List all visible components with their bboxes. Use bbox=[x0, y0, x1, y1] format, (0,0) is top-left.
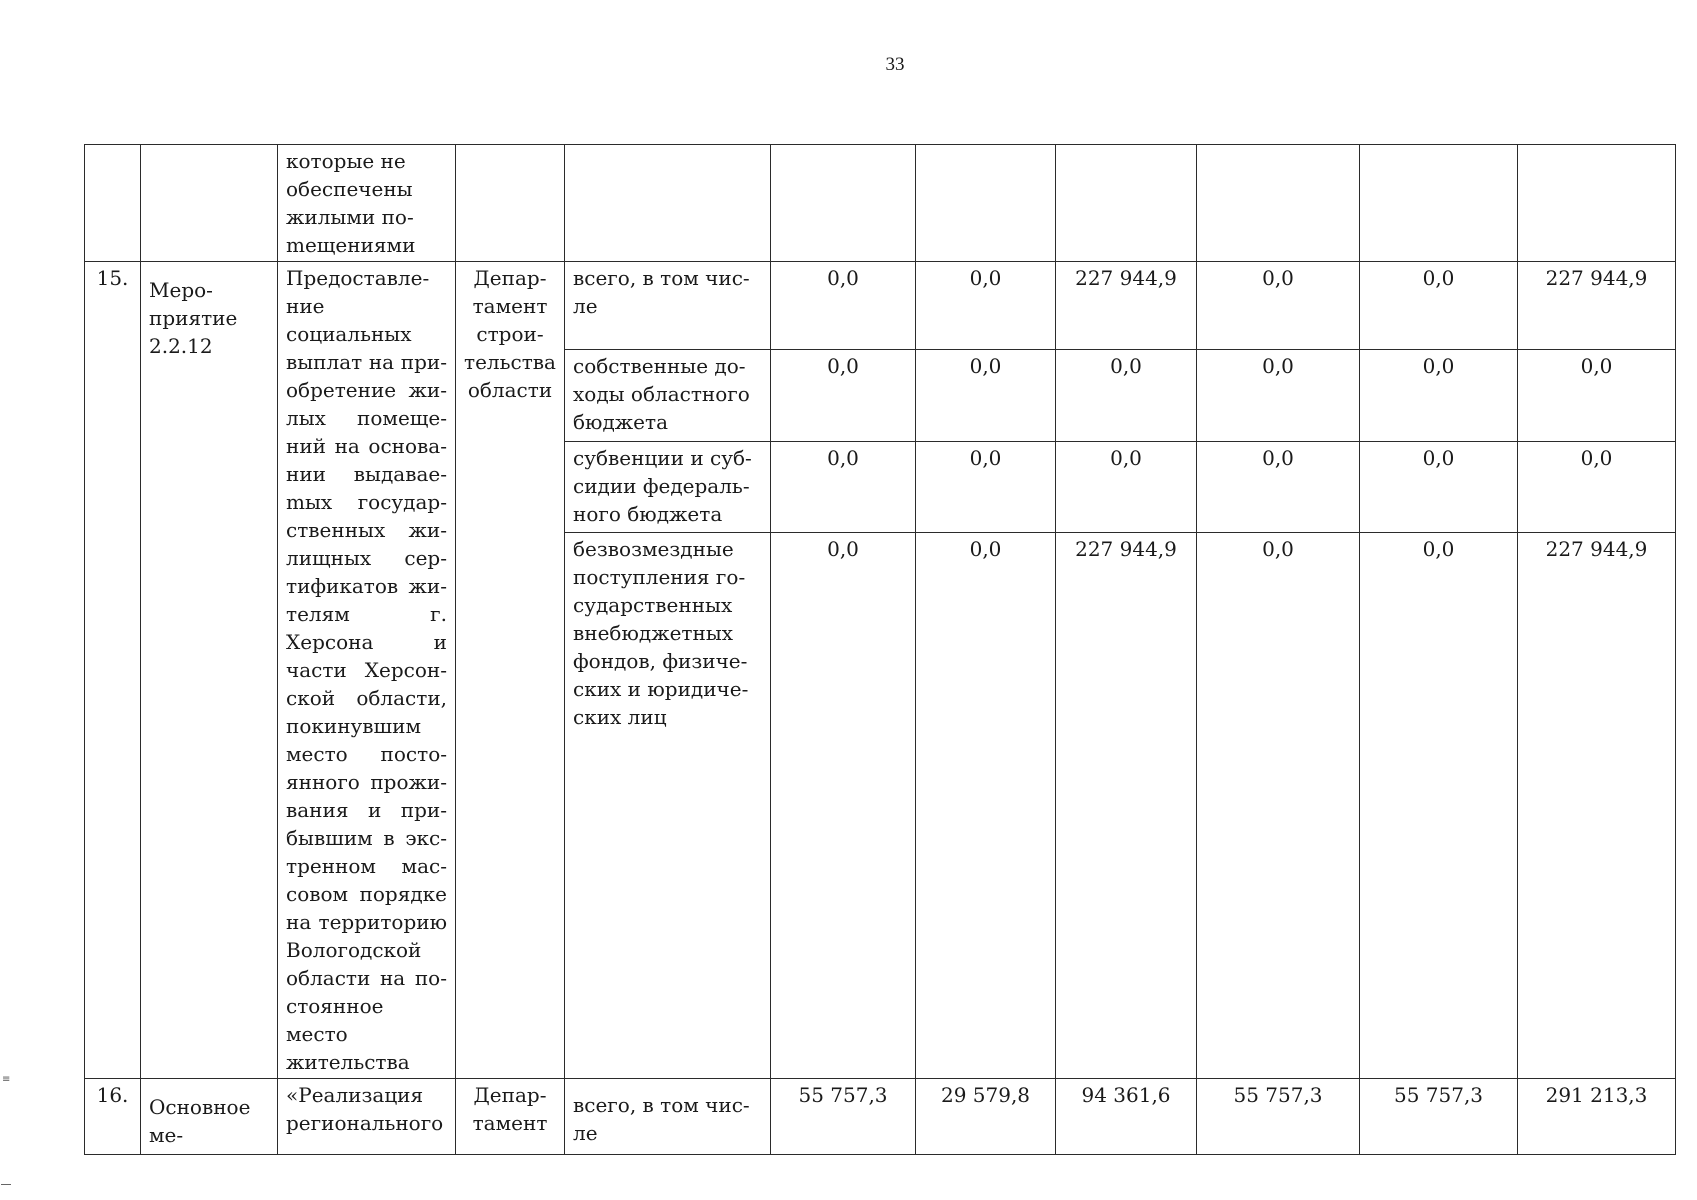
value-cell: 227 944,9 bbox=[1518, 532, 1676, 1078]
value-cell: 0,0 bbox=[771, 262, 916, 350]
cell-index bbox=[85, 145, 141, 262]
value-cell: 227 944,9 bbox=[1056, 262, 1197, 350]
value-cell: 0,0 bbox=[1518, 441, 1676, 532]
value-cell: 0,0 bbox=[1360, 532, 1518, 1078]
source-label: всего, в том числе bbox=[565, 262, 771, 350]
value-cell: 227 944,9 bbox=[1056, 532, 1197, 1078]
cell-type bbox=[141, 145, 278, 262]
value-cell: 94 361,6 bbox=[1056, 1079, 1197, 1155]
value-cell: 0,0 bbox=[1360, 262, 1518, 350]
cell-value bbox=[771, 145, 916, 262]
row-16-index: 16. bbox=[85, 1079, 141, 1155]
cell-source bbox=[565, 145, 771, 262]
value-cell: 0,0 bbox=[1360, 441, 1518, 532]
value-cell: 0,0 bbox=[771, 532, 916, 1078]
value-cell: 0,0 bbox=[916, 441, 1056, 532]
row-15-executor: Департамент строительства области bbox=[456, 262, 565, 1079]
cell-value bbox=[1518, 145, 1676, 262]
row-15-type: Мероприятие 2.2.12 bbox=[141, 262, 278, 1079]
scan-margin-mark: ≡ bbox=[2, 1074, 11, 1085]
value-cell: 291 213,3 bbox=[1518, 1079, 1676, 1155]
source-label: субвенции и субсидии федерального бюджета bbox=[565, 441, 771, 532]
source-label: всего, в том числе bbox=[565, 1079, 771, 1155]
value-cell: 0,0 bbox=[1056, 350, 1197, 441]
value-cell: 0,0 bbox=[1197, 350, 1360, 441]
value-cell: 29 579,8 bbox=[916, 1079, 1056, 1155]
row-16-type: Основное ме- bbox=[141, 1079, 278, 1155]
value-cell: 0,0 bbox=[1197, 532, 1360, 1078]
value-cell: 0,0 bbox=[1197, 262, 1360, 350]
row-15-index: 15. bbox=[85, 262, 141, 1079]
row-15-total bbox=[85, 262, 1676, 350]
value-cell: 0,0 bbox=[1360, 350, 1518, 441]
value-cell: 0,0 bbox=[1056, 441, 1197, 532]
row-16-total bbox=[85, 1079, 1676, 1155]
value-cell: 55 757,3 bbox=[1197, 1079, 1360, 1155]
source-label: собственные доходы областного бюджета bbox=[565, 350, 771, 441]
value-cell: 55 757,3 bbox=[771, 1079, 916, 1155]
budget-table bbox=[84, 144, 1676, 1155]
value-cell: 0,0 bbox=[771, 350, 916, 441]
cell-executor bbox=[456, 145, 565, 262]
cell-value bbox=[1197, 145, 1360, 262]
cell-value bbox=[1360, 145, 1518, 262]
cell-value bbox=[1056, 145, 1197, 262]
source-label: безвозмездные поступления государственных внебюджетных фондов, физических и юридических лиц bbox=[565, 532, 771, 1078]
page-number: 33 bbox=[885, 54, 905, 75]
row-16-description: «Реализация регионального bbox=[278, 1079, 456, 1155]
scan-margin-dash bbox=[1, 1184, 11, 1185]
cell-value bbox=[916, 145, 1056, 262]
value-cell: 55 757,3 bbox=[1360, 1079, 1518, 1155]
continuation-row bbox=[85, 145, 1676, 262]
row-16-executor: Департамент bbox=[456, 1079, 565, 1155]
cell-description: которые не обеспечены жилыми поmещениями bbox=[278, 145, 456, 262]
value-cell: 0,0 bbox=[916, 532, 1056, 1078]
value-cell: 0,0 bbox=[1197, 441, 1360, 532]
value-cell: 0,0 bbox=[1518, 350, 1676, 441]
value-cell: 227 944,9 bbox=[1518, 262, 1676, 350]
value-cell: 0,0 bbox=[916, 262, 1056, 350]
value-cell: 0,0 bbox=[916, 350, 1056, 441]
row-15-description: Предоставление социальных выплат на приобретение жилых помещений на основании выдаваеmых государственных жилищных сертификатов жителям г. Херсона и части Херсонской области, покинувшим место постоянного проживания и прибывшим в экстренном массовом порядке на территорию Вологодской области на постоянное место жительства bbox=[278, 262, 456, 1079]
value-cell: 0,0 bbox=[771, 441, 916, 532]
